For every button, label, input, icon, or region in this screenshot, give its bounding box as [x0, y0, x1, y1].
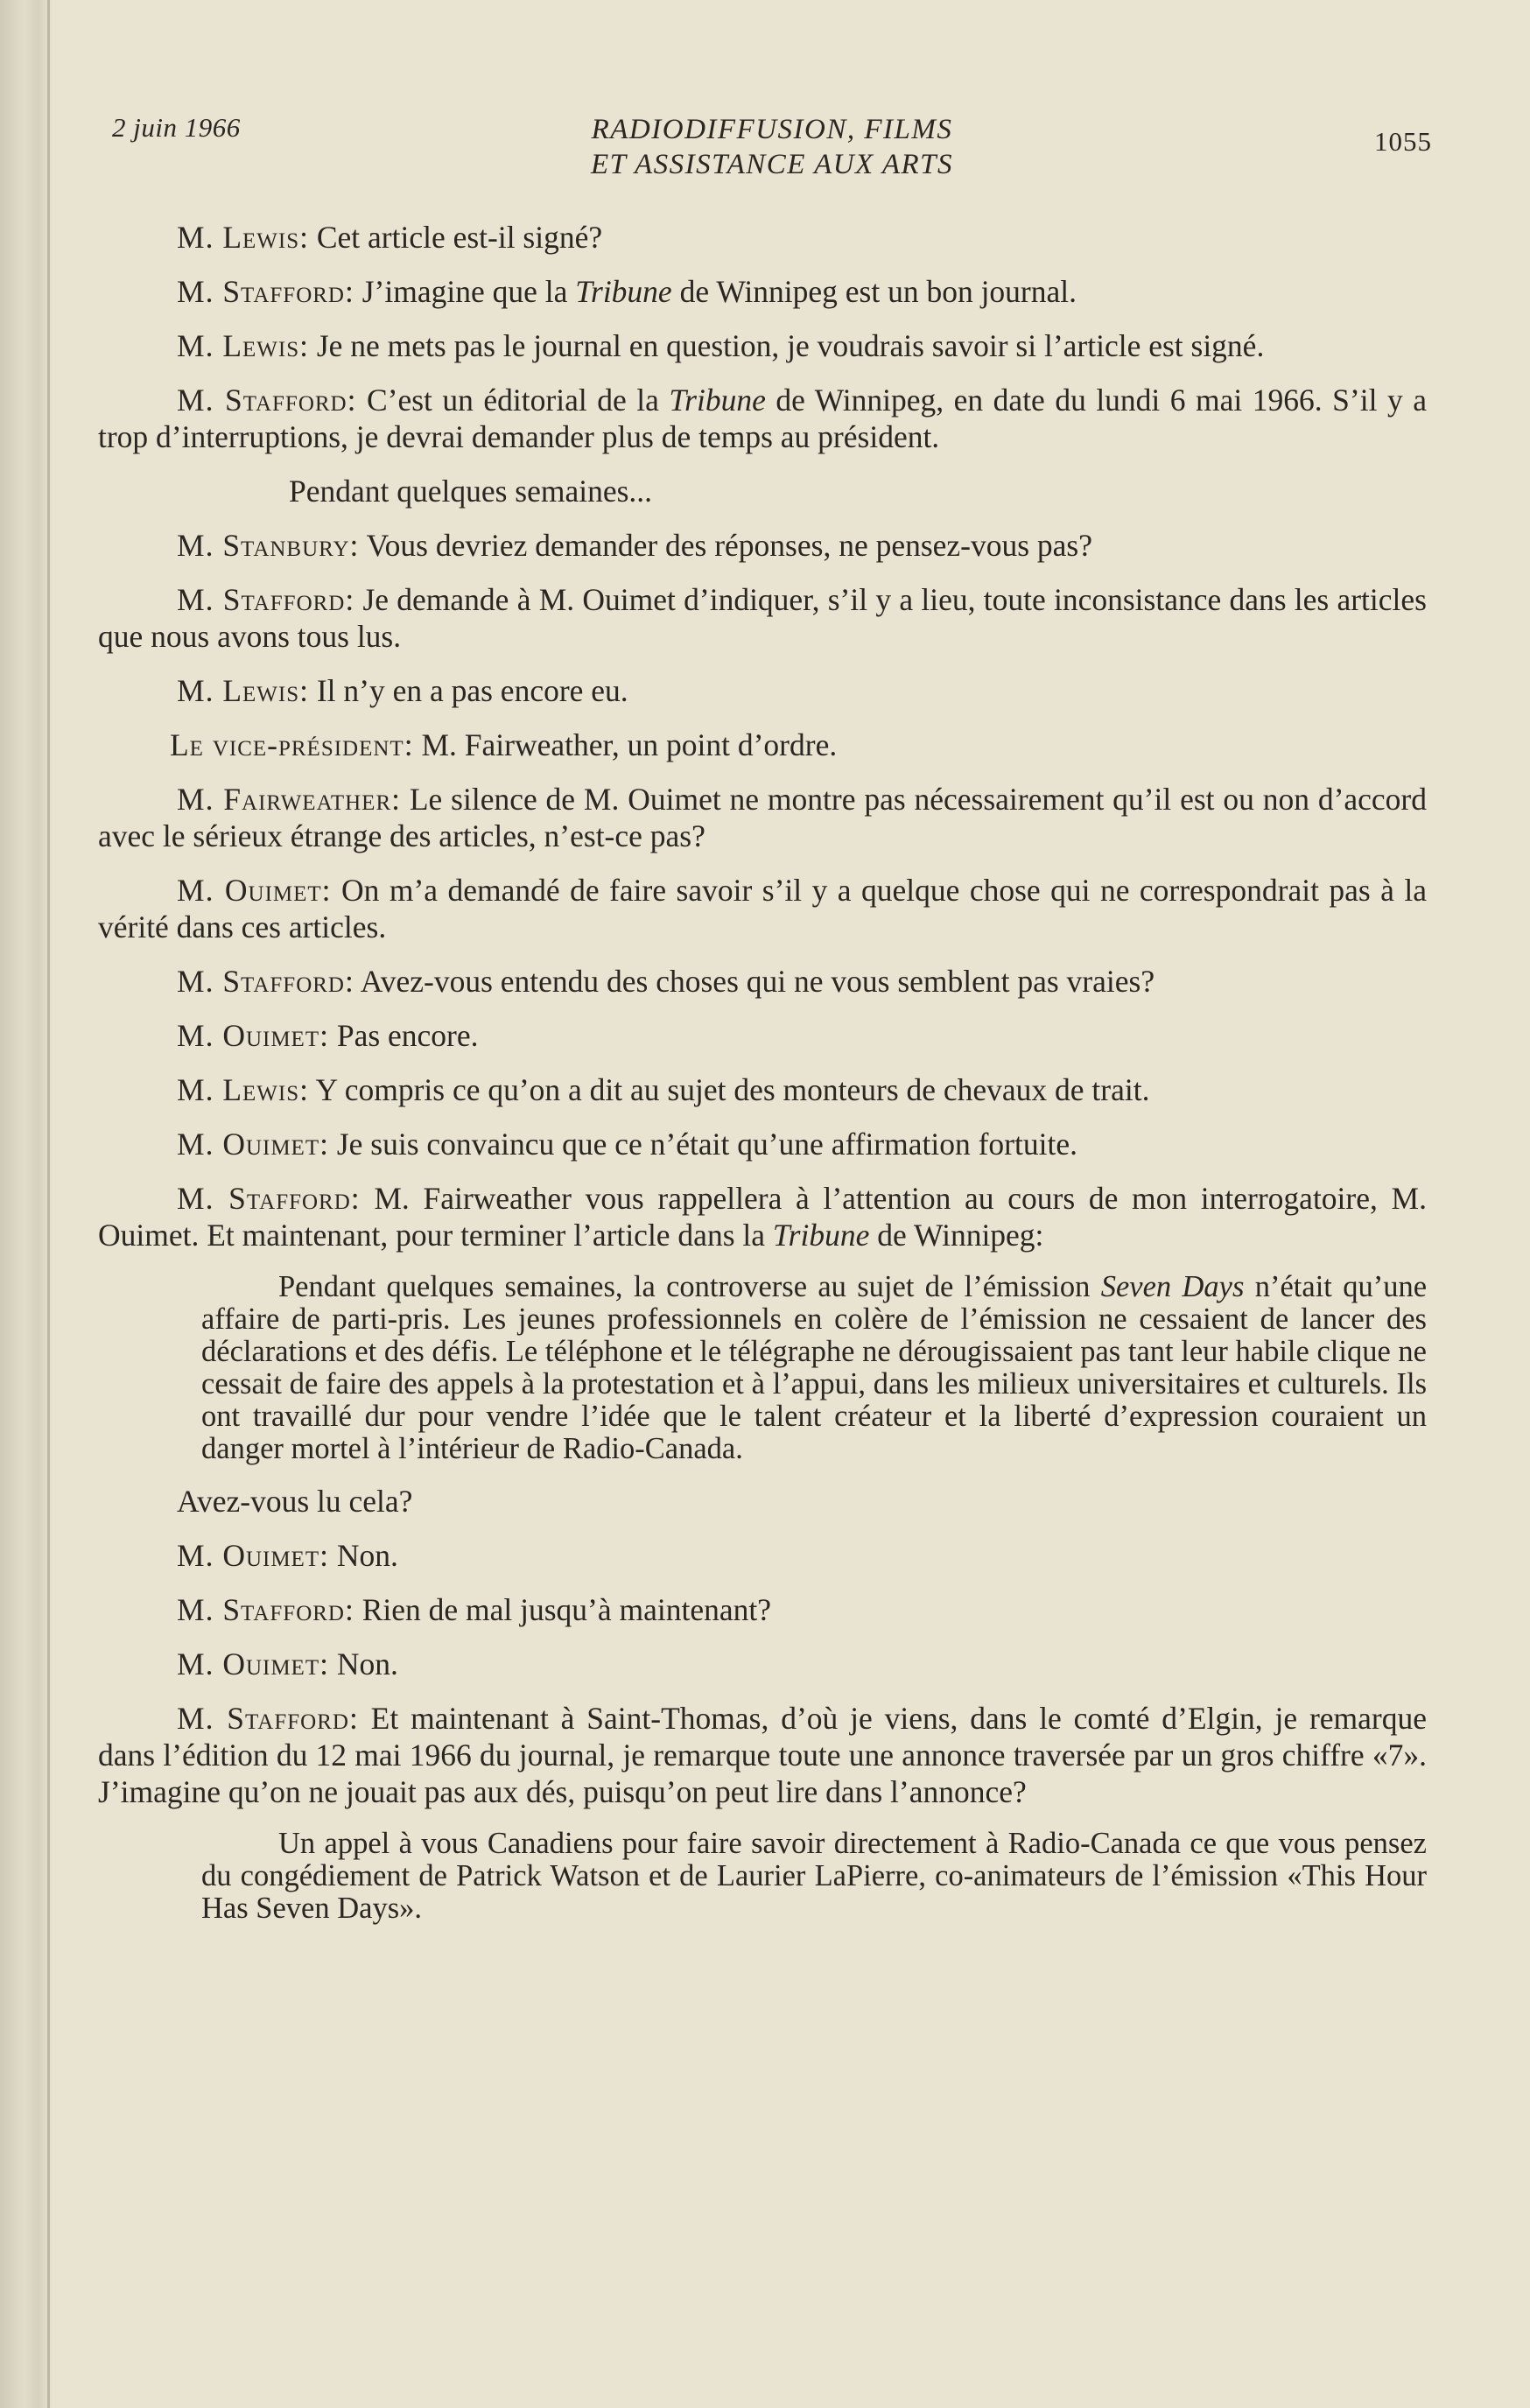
paragraph [98, 1180, 1427, 1253]
paragraph-text: J’imagine que la [354, 274, 576, 309]
paragraph [98, 527, 1427, 564]
speaker-name: M. Lewis: [177, 1072, 309, 1107]
paragraph-text: M. Fairweather vous rappellera à l’attention au cours de mon interrogatoire, M. Ouimet. Et maintenant, pour terminer l’article dans la [98, 1181, 1427, 1253]
speaker-name: M. Stafford: [177, 1701, 359, 1736]
speaker-name: M. Ouimet: [177, 1646, 329, 1681]
speaker-name: M. Ouimet: [177, 1018, 329, 1053]
speaker-name: M. Lewis: [177, 328, 309, 363]
page-number: 1055 [1374, 126, 1432, 157]
paragraph-text: Avez-vous lu cela? [177, 1484, 413, 1519]
speaker-name: M. Stafford: [177, 964, 354, 999]
paragraph-text: Rien de mal jusqu’à maintenant? [354, 1592, 771, 1627]
quote-text: n’était qu’une affaire de parti-pris. Les jeunes professionnels en colère de l’émission ne cessaient de lancer des déclarations et des défis. Le téléphone et le télégraphe ne dérougissaient pas tant leur habile clique ne cessait de faire des appels à la protestation et à l’appui, dans les milieux universitaires et culturels. Ils ont travaillé dur pour vendre l’idée que le talent créateur et la liberté d’expression couraient un danger mortel à l’intérieur de Radio-Canada. [201, 1270, 1428, 1465]
block-quote [98, 1271, 1427, 1465]
gutter-edge [47, 0, 50, 2408]
paragraph [98, 1646, 1427, 1682]
paragraph [98, 1700, 1427, 1810]
paragraph-text: Pendant quelques semaines... [289, 474, 653, 509]
speaker-name: M. Fairweather: [177, 782, 401, 817]
quoted-line [98, 473, 1427, 509]
paragraph [98, 781, 1427, 854]
speaker-name: M. Stafford: [177, 1181, 361, 1216]
paragraph-text: de Winnipeg, en date du lundi 6 mai 1966. S’il y a trop d’interruptions, je devrai demander plus de temps au président. [98, 383, 1427, 454]
paragraph [98, 219, 1427, 256]
paragraph [98, 1126, 1427, 1162]
speaker-name: M. Stafford: [177, 274, 354, 309]
paragraph-text: Non. [328, 1646, 398, 1681]
paragraph-text: Et maintenant à Saint-Thomas, d’où je viens, dans le comté d’Elgin, je remarque dans l’édition du 12 mai 1966 du journal, je remarque toute une annonce traversée par un gros chiffre «7». J’imagine qu’on ne jouait pas aux dés, puisqu’on peut lire dans l’annonce? [98, 1701, 1427, 1809]
paragraph-text: Il n’y en a pas encore eu. [308, 673, 628, 708]
paragraph-text: On m’a demandé de faire savoir s’il y a quelque chose qui ne correspondrait pas à la vérité dans ces articles. [98, 873, 1428, 944]
paragraph-text: Je suis convaincu que ce n’était qu’une affirmation fortuite. [328, 1127, 1077, 1162]
header-title-line-2: ET ASSISTANCE AUX ARTS [590, 149, 954, 180]
speaker-name: M. Ouimet: [177, 1538, 329, 1573]
speaker-name: Le vice-président: [170, 727, 414, 762]
quote-text: Un appel à vous Canadiens pour faire savoir directement à Radio-Canada ce que vous pensez du congédiement de Patrick Watson et de Laurier LaPierre, co-animateurs de l’émission «This Hour Has Seven Days». [201, 1827, 1427, 1925]
speaker-name: M. Stafford: [177, 383, 357, 418]
quote-text: Pendant quelques semaines, la controverse au sujet de l’émission [278, 1270, 1101, 1303]
paragraph-text: M. Fairweather, un point d’ordre. [413, 727, 838, 762]
paragraph [98, 1483, 1427, 1520]
newspaper-title: Tribune [669, 383, 766, 418]
paragraph [98, 382, 1427, 455]
paragraph-text: Je ne mets pas le journal en question, je voudrais savoir si l’article est signé. [308, 328, 1265, 363]
paragraph [98, 1591, 1427, 1628]
paragraph [98, 1017, 1427, 1054]
paragraph-text: Non. [328, 1538, 398, 1573]
speaker-name: M. Ouimet: [177, 1127, 329, 1162]
speaker-name: M. Stanbury: [177, 528, 360, 563]
paragraph [98, 872, 1427, 945]
paragraph [98, 581, 1427, 655]
book-gutter [0, 0, 54, 2408]
speaker-name: M. Lewis: [177, 220, 309, 255]
paragraph-text: Vous devriez demander des réponses, ne pensez-vous pas? [359, 528, 1093, 563]
paragraph [98, 1537, 1427, 1574]
header-date: 2 juin 1966 [112, 112, 241, 143]
paragraph-text: de Winnipeg: [869, 1218, 1044, 1253]
speaker-name: M. Stafford: [177, 1592, 354, 1627]
newspaper-title: Tribune [772, 1218, 870, 1253]
paragraph [98, 963, 1427, 1000]
paragraph-text: C’est un éditorial de la [356, 383, 670, 418]
speaker-name: M. Stafford: [177, 582, 355, 617]
paragraph [98, 672, 1427, 709]
paragraph-text: Le silence de M. Ouimet ne montre pas nécessairement qu’il est ou non d’accord avec le sérieux étrange des articles, n’est-ce pas? [98, 782, 1427, 853]
program-title: Seven Days [1100, 1270, 1245, 1303]
header-title-line-1: RADIODIFFUSION, FILMS [591, 114, 953, 145]
block-quote [98, 1828, 1427, 1925]
paragraph [98, 327, 1427, 364]
paragraph [98, 727, 1427, 763]
paragraph [98, 1071, 1427, 1108]
running-header [112, 112, 1432, 191]
newspaper-title: Tribune [575, 274, 672, 309]
speaker-name: M. Ouimet: [177, 873, 332, 908]
page-body [98, 219, 1427, 1942]
speaker-name: M. Lewis: [177, 673, 309, 708]
paragraph-text: Y compris ce qu’on a dit au sujet des monteurs de chevaux de trait. [308, 1072, 1150, 1107]
paragraph-text: de Winnipeg est un bon journal. [671, 274, 1077, 309]
paragraph-text: Avez-vous entendu des choses qui ne vous semblent pas vraies? [354, 964, 1155, 999]
paragraph-text: Je demande à M. Ouimet d’indiquer, s’il y a lieu, toute inconsistance dans les articles que nous avons tous lus. [98, 582, 1427, 654]
paragraph-text: Pas encore. [328, 1018, 479, 1053]
header-title [112, 112, 1432, 182]
paragraph [98, 273, 1427, 310]
paragraph-text: Cet article est-il signé? [308, 220, 603, 255]
